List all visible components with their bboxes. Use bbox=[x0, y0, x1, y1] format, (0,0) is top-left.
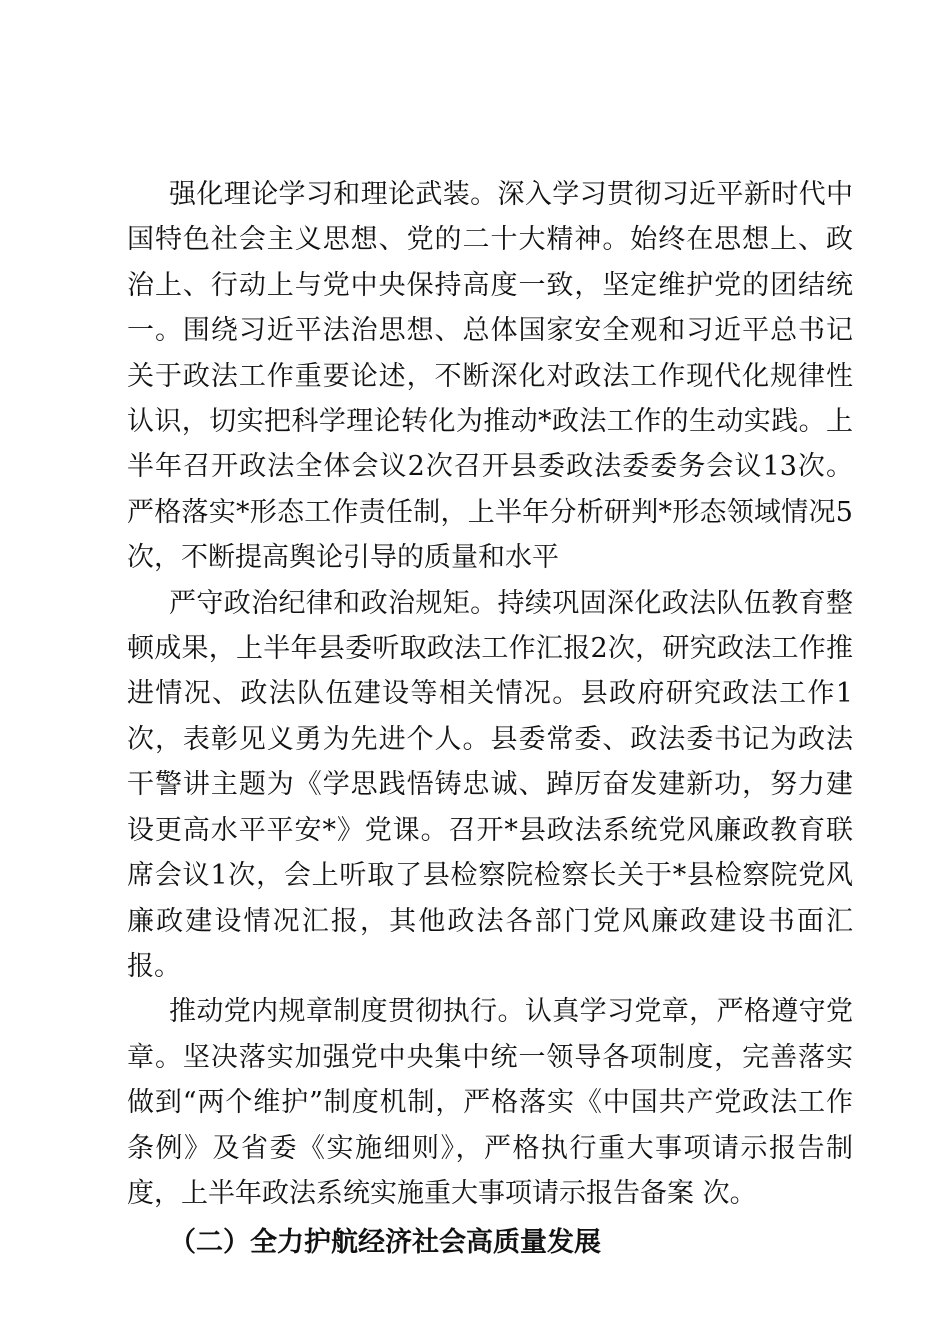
paragraph-theory-study: 强化理论学习和理论武装。深入学习贯彻习近平新时代中国特色社会主义思想、党的二十大精神。始终在思想上、政治上、行动上与党中央保持高度一致，坚定维护党的团结统一。围绕习近平法治思想、总体国家安全观和习近平总书记关于政法工作重要论述，不断深化对政法工作现代化规律性认识，切实把科学理论转化为推动*政法工作的生动实践。上半年召开政法全体会议2次召开县委政法委委务会议13次。严格落实*形态工作责任制，上半年分析研判*形态领域情况5次，不断提高舆论引导的质量和水平 bbox=[127, 179, 853, 574]
paragraph-political-discipline: 严守政治纪律和政治规矩。持续巩固深化政法队伍教育整顿成果，上半年县委听取政法工作汇报2次，研究政法工作推进情况、政法队伍建设等相关情况。县政府研究政法工作1次，表彰见义勇为先进个人。县委常委、政法委书记为政法干警讲主题为《学思践悟铸忠诚、踔厉奋发建新功，努力建设更高水平平安*》党课。召开*县政法系统党风廉政教育联席会议1次，会上听取了县检察院检察长关于*县检察院党风廉政建设情况汇报，其他政法各部门党风廉政建设书面汇报。 bbox=[127, 587, 853, 982]
section-heading: （二）全力护航经济社会高质量发展 bbox=[169, 1227, 601, 1259]
paragraph-party-regulations: 推动党内规章制度贯彻执行。认真学习党章，严格遵守党章。坚决落实加强党中央集中统一领导各项制度，完善落实做到“两个维护”制度机制，严格落实《中国共产党政法工作条例》及省委《实施细则》，严格执行重大事项请示报告制度，上半年政法系统实施重大事项请示报告备案 次。 bbox=[127, 996, 853, 1209]
document-body bbox=[127, 172, 853, 1266]
